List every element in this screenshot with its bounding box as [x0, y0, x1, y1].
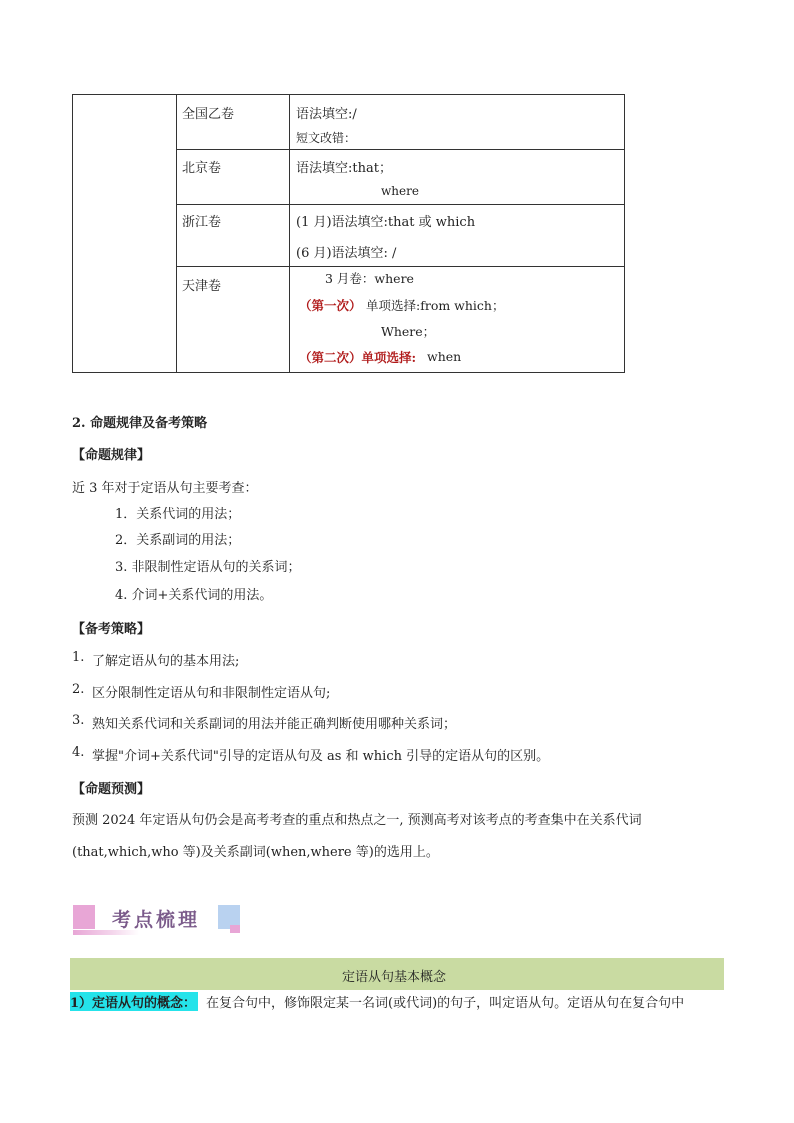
table-row-divider — [176, 149, 624, 150]
table-cell-region: 天津卷 — [182, 279, 222, 294]
list-item: 3. 非限制性定语从句的关系词； — [115, 560, 301, 575]
list-item-num: 4. — [72, 745, 85, 760]
predict-tag: 【命题预测】 — [72, 782, 151, 797]
table-cell-region: 浙江卷 — [182, 215, 222, 230]
list-item-num: 2. — [72, 682, 85, 697]
summary-bar-title: 定语从句基本概念 — [342, 970, 447, 985]
table-cell-line: 语法填空:/ — [296, 107, 357, 122]
table-cell-line: 短文改错： — [296, 131, 357, 145]
list-item: 了解定语从句的基本用法; — [92, 654, 240, 669]
list-item-num: 1. — [72, 650, 85, 665]
banner-title: 考点梳理 — [112, 909, 201, 931]
banner-decoration — [230, 925, 240, 933]
rules-tag: 【命题规律】 — [72, 448, 151, 463]
list-item: 4. 介词+关系代词的用法。 — [115, 588, 273, 603]
table-cell-line: where — [381, 184, 419, 198]
predict-text: (that,which,who 等)及关系副词(when,where 等)的选用上。 — [72, 845, 439, 860]
list-item: 2．关系副词的用法； — [115, 533, 241, 548]
table-row-divider — [176, 266, 624, 267]
table-row-divider — [176, 204, 624, 205]
table-cell-line: (6 月)语法填空: / — [296, 246, 397, 261]
list-item: 区分限制性定语从句和非限制性定语从句; — [92, 686, 331, 701]
table-cell-line: 单项选择:from which； — [366, 298, 505, 313]
concept-text: 在复合句中，修饰限定某一名词(或代词)的句子，叫定语从句。定语从句在复合句中 — [206, 996, 685, 1011]
table-cell-line: Where； — [381, 324, 436, 339]
table-col-divider — [289, 95, 290, 372]
list-item: 熟知关系代词和关系副词的用法并能正确判断使用哪种关系词； — [92, 717, 457, 732]
table-cell-line: (1 月)语法填空:that 或 which — [296, 215, 476, 230]
table-cell-region: 全国乙卷 — [182, 107, 235, 122]
banner-decoration — [73, 905, 95, 929]
table-cell-line: 3 月卷：where — [325, 271, 414, 286]
list-item: 掌握"介词+关系代词"引导的定语从句及 as 和 which 引导的定语从句的区别。 — [92, 749, 550, 764]
table-col-divider — [176, 95, 177, 372]
table-cell-label: （第一次） — [299, 298, 362, 313]
table-cell-line: 语法填空:that； — [296, 161, 392, 176]
concept-label: 1）定语从句的概念： — [70, 992, 198, 1011]
list-item: 1．关系代词的用法； — [115, 507, 241, 522]
table-cell-region: 北京卷 — [182, 161, 222, 176]
predict-text: 预测 2024 年定语从句仍会是高考考查的重点和热点之一, 预测高考对该考点的考查集中在关系代词 — [72, 813, 642, 828]
table-cell-line: when — [427, 349, 462, 364]
list-item-num: 3. — [72, 713, 85, 728]
section-heading: 2. 命题规律及备考策略 — [72, 416, 208, 431]
table-cell-label: （第二次）单项选择: — [299, 350, 417, 365]
strategy-tag: 【备考策略】 — [72, 622, 151, 637]
rules-intro: 近 3 年对于定语从句主要考查： — [72, 481, 258, 496]
